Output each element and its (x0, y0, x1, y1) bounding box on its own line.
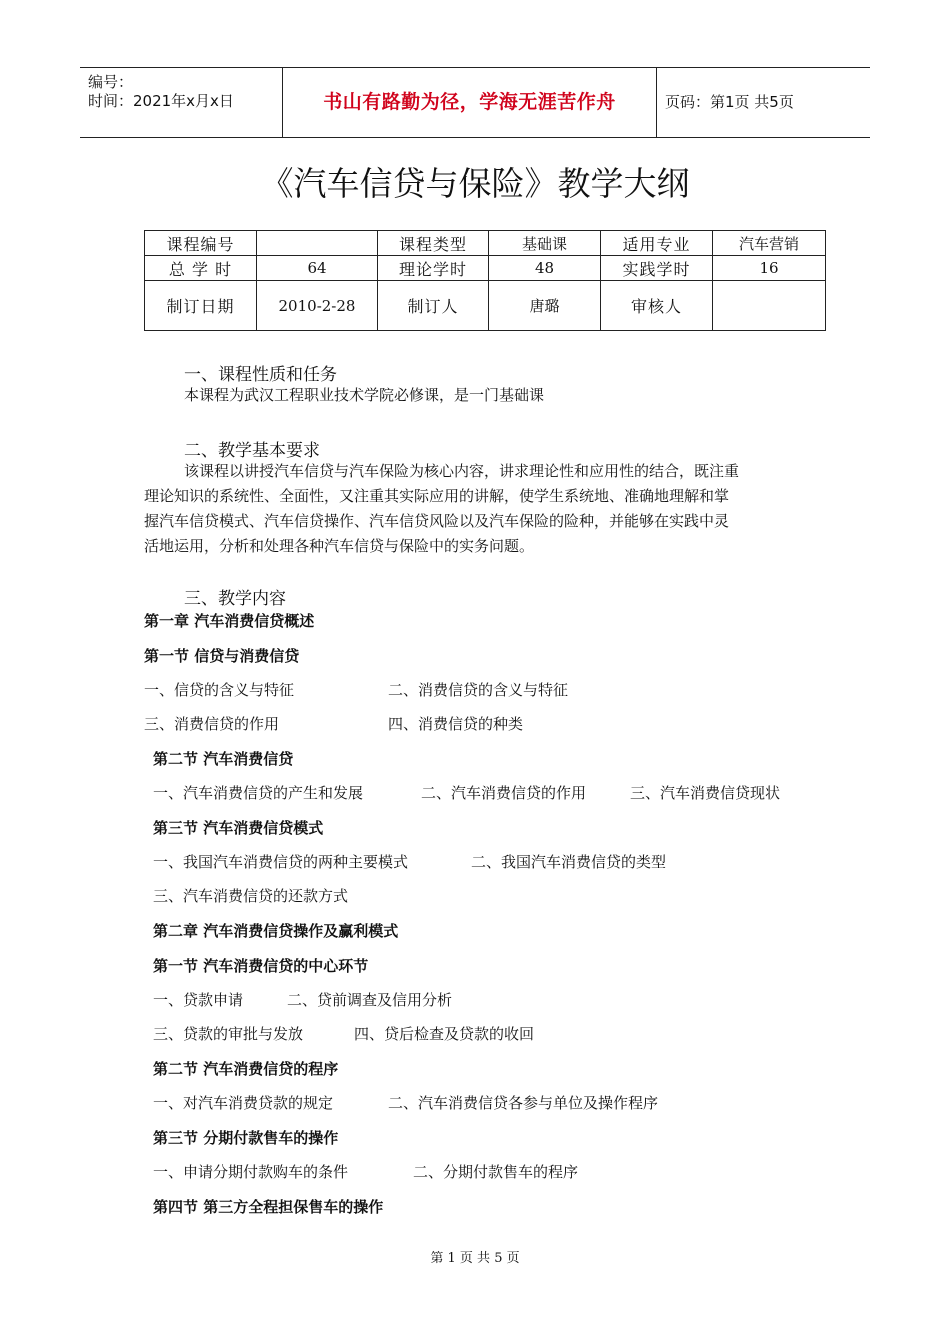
paragraph-line: 理论知识的系统性、全面性，又注重其实际应用的讲解，使学生系统地、准确地理解和掌 (144, 487, 730, 505)
page-footer: 第 1 页 共 5 页 (430, 1251, 520, 1266)
chapter-heading: 第一章 汽车消费信贷概述 (144, 612, 315, 630)
list-item: 一、我国汽车消费信贷的两种主要模式 (153, 853, 409, 871)
section-body-nature: 本课程为武汉工程职业技术学院必修课，是一门基础课 (184, 386, 545, 404)
course-info-table (144, 230, 826, 331)
list-item: 三、消费信贷的作用 (144, 715, 280, 733)
section-subheading: 第二节 汽车消费信贷的程序 (153, 1060, 339, 1078)
table-row (145, 281, 826, 331)
course-type-label: 课程类型 (378, 231, 489, 256)
section-subheading: 第二节 汽车消费信贷 (153, 750, 294, 768)
major-label: 适用专业 (601, 231, 713, 256)
author-label: 制订人 (378, 281, 489, 331)
chapter-heading: 第二章 汽车消费信贷操作及赢利模式 (153, 922, 399, 940)
list-item: 一、贷款申请 (153, 991, 244, 1009)
reviewer-label: 审核人 (601, 281, 713, 331)
document-number-label: 编号： (88, 73, 134, 91)
list-item: 一、信贷的含义与特征 (144, 681, 295, 699)
course-type-value: 基础课 (489, 231, 601, 256)
list-item: 二、我国汽车消费信贷的类型 (471, 853, 667, 871)
list-item: 四、消费信贷的种类 (388, 715, 524, 733)
header-motto: 书山有路勤为径，学海无涯苦作舟 (282, 68, 657, 137)
date-value: 2010-2-28 (257, 281, 378, 331)
author-value: 唐璐 (489, 281, 601, 331)
section-heading-requirements: 二、教学基本要求 (184, 441, 320, 461)
date-label: 制订日期 (145, 281, 257, 331)
course-code-value (257, 231, 378, 256)
course-code-label: 课程编号 (145, 231, 257, 256)
list-item: 三、汽车消费信贷的还款方式 (153, 887, 349, 905)
theory-hours-label: 理论学时 (378, 256, 489, 281)
header-meta (80, 68, 280, 137)
major-value: 汽车营销 (713, 231, 826, 256)
list-item: 二、汽车消费信贷的作用 (421, 784, 587, 802)
list-item: 二、分期付款售车的程序 (413, 1163, 579, 1181)
practice-hours-value: 16 (713, 256, 826, 281)
paragraph-line: 握汽车信贷模式、汽车信贷操作、汽车信贷风险以及汽车保险的险种，并能够在实践中灵 (144, 512, 730, 530)
total-hours-label: 总 学 时 (145, 256, 257, 281)
page-title: 《汽车信贷与保险》教学大纲 (260, 164, 690, 203)
list-item: 二、汽车消费信贷各参与单位及操作程序 (388, 1094, 659, 1112)
list-item: 一、汽车消费信贷的产生和发展 (153, 784, 364, 802)
total-hours-value: 64 (257, 256, 378, 281)
page-header (80, 67, 870, 138)
section-subheading: 第一节 信贷与消费信贷 (144, 647, 300, 665)
section-heading-content: 三、教学内容 (184, 589, 286, 609)
paragraph-line: 活地运用，分析和处理各种汽车信贷与保险中的实务问题。 (144, 537, 535, 555)
section-subheading: 第三节 汽车消费信贷模式 (153, 819, 324, 837)
list-item: 三、贷款的审批与发放 (153, 1025, 304, 1043)
theory-hours-value: 48 (489, 256, 601, 281)
practice-hours-label: 实践学时 (601, 256, 713, 281)
table-row (145, 256, 826, 281)
list-item: 二、贷前调查及信用分析 (287, 991, 453, 1009)
list-item: 四、贷后检查及贷款的收回 (354, 1025, 535, 1043)
document-time-label: 时间：2021年x月x日 (88, 92, 234, 110)
section-subheading: 第三节 分期付款售车的操作 (153, 1129, 339, 1147)
section-heading-nature: 一、课程性质和任务 (184, 365, 337, 385)
list-item: 一、申请分期付款购车的条件 (153, 1163, 349, 1181)
list-item: 二、消费信贷的含义与特征 (388, 681, 569, 699)
section-subheading: 第四节 第三方全程担保售车的操作 (153, 1198, 384, 1216)
list-item: 一、对汽车消费贷款的规定 (153, 1094, 334, 1112)
reviewer-value (713, 281, 826, 331)
list-item: 三、汽车消费信贷现状 (630, 784, 781, 802)
header-page-info: 页码：第1页 共5页 (665, 93, 794, 111)
table-row (145, 231, 826, 256)
section-subheading: 第一节 汽车消费信贷的中心环节 (153, 957, 369, 975)
paragraph-line: 该课程以讲授汽车信贷与汽车保险为核心内容，讲求理论性和应用性的结合，既注重 (184, 462, 740, 480)
